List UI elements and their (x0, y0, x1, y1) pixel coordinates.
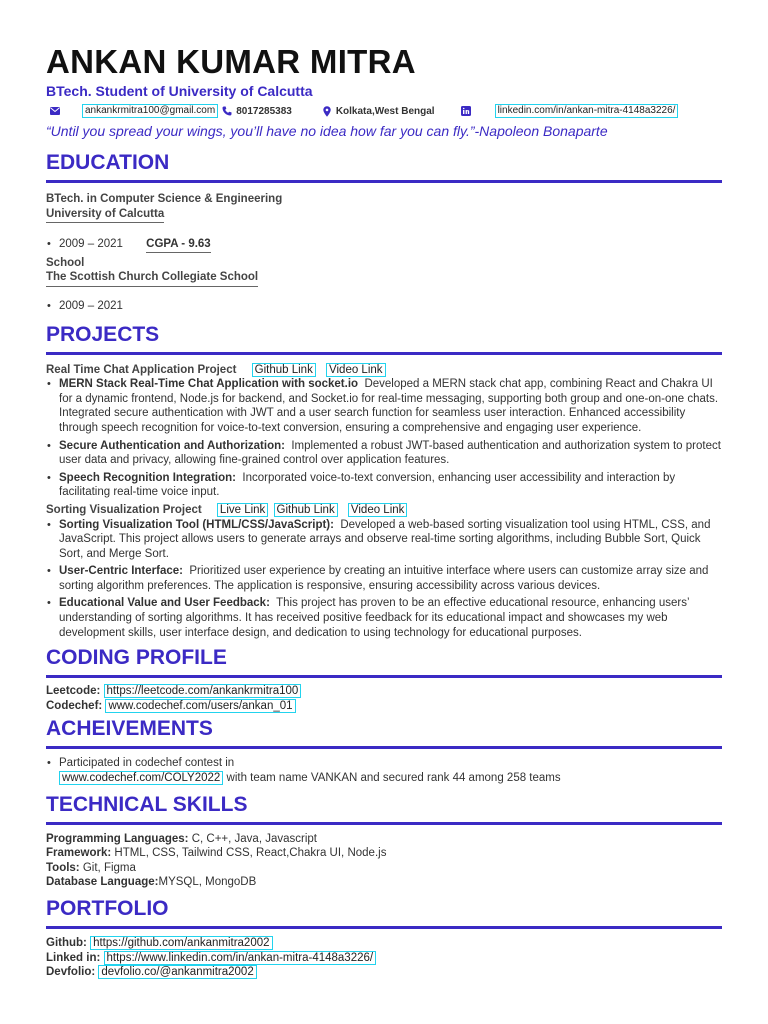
linkedin-icon (461, 106, 471, 116)
github-profile-link[interactable]: https://github.com/ankanmitra2002 (90, 936, 272, 950)
github-link[interactable]: Github Link (252, 363, 316, 377)
project-name: Sorting Visualization Project (46, 503, 202, 516)
leetcode-label: Leetcode: (46, 685, 101, 698)
portfolio-row (46, 965, 722, 980)
projects-section (46, 322, 722, 641)
list-item (46, 299, 722, 314)
leetcode-link[interactable]: https://leetcode.com/ankankrmitra100 (104, 684, 302, 698)
skill-label: Database Language: (46, 876, 159, 889)
coding-profile-section (46, 645, 722, 713)
degree-text: School (46, 256, 85, 269)
achievement-rest: with team name VANKAN and secured rank 44 among 258 teams (226, 772, 561, 785)
contact-email (50, 104, 218, 118)
degree-text: BTech. in Computer Science & Engineering (46, 193, 283, 205)
list-item (46, 237, 722, 253)
skill-row (46, 846, 722, 861)
list-item (46, 471, 722, 500)
bullet-head: Educational Value and User Feedback: (59, 597, 270, 610)
skill-label: Tools: (46, 861, 80, 874)
linkedin-link[interactable]: linkedin.com/in/ankan-mitra-4148a3226/ (495, 104, 679, 118)
skill-row (46, 875, 722, 890)
contact-row (46, 103, 722, 119)
project-header (46, 503, 722, 518)
section-divider (46, 926, 722, 929)
bullet-body: Implemented a robust JWT-based authentication and authorization system to protect user data and privacy, allowing fine-grained control over application features. (59, 439, 721, 467)
project-entry (46, 363, 722, 500)
education-title: EDUCATION (46, 151, 170, 174)
portfolio-list (46, 936, 722, 980)
live-link[interactable]: Live Link (217, 503, 268, 517)
github-link[interactable]: Github Link (274, 503, 338, 517)
map-pin-icon (323, 106, 331, 117)
skill-row (46, 861, 722, 876)
skill-value: MYSQL, MongoDB (158, 876, 257, 889)
bullet-head: Secure Authentication and Authorization: (59, 439, 285, 452)
projects-title: PROJECTS (46, 322, 160, 346)
education-section (46, 150, 722, 314)
section-divider (46, 746, 722, 749)
contact-phone (222, 106, 292, 117)
quote: “Until you spread your wings, you’ll have no idea how far you can fly.”-Napoleon Bonaparte (46, 123, 608, 139)
education-details (46, 237, 722, 253)
cgpa-text: CGPA - 9.63 (146, 237, 211, 253)
project-bullets (46, 377, 722, 500)
candidate-subtitle: BTech. Student of University of Calcutta (46, 83, 313, 99)
skill-row (46, 832, 722, 847)
leetcode-row (46, 684, 722, 699)
portfolio-title: PORTFOLIO (46, 897, 169, 920)
contact-linkedin (461, 104, 679, 118)
skill-label: Programming Languages: (46, 832, 189, 845)
section-divider (46, 675, 722, 678)
achievement-text: Participated in codechef contest in (59, 757, 235, 770)
education-entry (46, 256, 722, 314)
contest-link[interactable]: www.codechef.com/COLY2022 (59, 771, 223, 785)
bullet-head: Speech Recognition Integration: (59, 471, 236, 484)
portfolio-row (46, 936, 722, 951)
devfolio-link[interactable]: devfolio.co/@ankanmitra2002 (98, 965, 256, 979)
project-name: Real Time Chat Application Project (46, 363, 237, 376)
codechef-label: Codechef: (46, 699, 103, 712)
bullet-body: Incorporated voice-to-text conversion, enhancing user accessibility and interaction by facilitating real-time voice input. (59, 471, 676, 499)
achievements-list (46, 756, 722, 785)
list-item (46, 439, 722, 468)
portfolio-label: Linked in: (46, 951, 101, 964)
phone-icon (222, 106, 232, 116)
candidate-name: ANKAN KUMAR MITRA (46, 43, 416, 80)
portfolio-row (46, 951, 722, 966)
bullet-body: Developed a MERN stack chat app, combining React and Chakra UI for a dynamic frontend, Node.js for backend, and Socket.io for real-time messaging, supporting both group and one-on-one chats. Integrated secure authentication with JWT and a user search function for seamless user interaction. Enhanced accessibility through speech recognition for voice-to-text conversion, ensuring a comprehensive and engaging user experience. (59, 378, 719, 434)
project-bullets (46, 518, 722, 641)
portfolio-label: Github: (46, 937, 87, 949)
location-text: Kolkata,West Bengal (335, 105, 435, 117)
education-entry (46, 192, 722, 253)
skills-list (46, 832, 722, 890)
list-item (46, 596, 722, 640)
codechef-row (46, 699, 722, 714)
envelope-icon (50, 107, 60, 115)
bullet-head: MERN Stack Real-Time Chat Application with socket.io (59, 378, 359, 391)
codechef-link[interactable]: www.codechef.com/users/ankan_01 (105, 699, 295, 713)
bullet-body: This project has proven to be an effective educational resource, enhancing users’ understanding of sorting algorithms. It has received positive feedback for its educational impact and showcases my web development skills, user interface design, and dedication to using technology for educational purposes. (59, 597, 690, 639)
portfolio-section (46, 896, 722, 980)
video-link[interactable]: Video Link (326, 363, 386, 377)
section-divider (46, 352, 722, 355)
coding-profile-title: CODING PROFILE (46, 646, 227, 670)
section-divider (46, 180, 722, 183)
education-details (46, 299, 722, 314)
skills-title: TECHNICAL SKILLS (46, 792, 248, 816)
skill-value: Git, Figma (82, 861, 136, 874)
linkedin-profile-link[interactable]: https://www.linkedin.com/in/ankan-mitra-4148a3226/ (104, 951, 377, 965)
skills-section (46, 792, 722, 890)
section-divider (46, 822, 722, 825)
skill-label: Framework: (46, 847, 112, 860)
institution-name: University of Calcutta (46, 207, 164, 224)
bullet-head: Sorting Visualization Tool (HTML/CSS/JavaScript): (59, 518, 334, 531)
achievements-section (46, 716, 722, 785)
education-years: 2009 – 2021 (59, 238, 123, 251)
list-item (46, 564, 722, 593)
coding-profile-list (46, 684, 722, 713)
list-item (46, 377, 722, 435)
education-years: 2009 – 2021 (59, 299, 123, 312)
contact-location (323, 106, 435, 117)
institution-name: The Scottish Church Collegiate School (46, 270, 258, 287)
list-item (46, 756, 722, 785)
skill-value: HTML, CSS, Tailwind CSS, React,Chakra UI, Node.js (114, 847, 387, 860)
bullet-body: Developed a web-based sorting visualization tool using HTML, CSS, and JavaScript. This project allows users to generate arrays and observe real-time sorting algorithms, including Bubble Sort, Quick Sort, and Merge Sort. (59, 518, 711, 560)
email-link[interactable]: ankankrmitra100@gmail.com (82, 104, 218, 118)
phone-number: 8017285383 (236, 105, 292, 117)
bullet-body: Prioritized user experience by creating an intuitive interface where users can customize array size and sorting algorithm preferences. The application is responsive, ensuring accessibility across various devices. (59, 565, 709, 592)
list-item (46, 518, 722, 562)
achievements-title: ACHEIVEMENTS (46, 717, 213, 741)
resume-page (46, 42, 722, 980)
portfolio-label: Devfolio: (46, 966, 96, 979)
skill-value: C, C++, Java, Javascript (191, 832, 317, 845)
project-header (46, 363, 722, 378)
project-entry (46, 503, 722, 640)
bullet-head: User-Centric Interface: (59, 565, 183, 578)
video-link[interactable]: Video Link (348, 503, 408, 517)
